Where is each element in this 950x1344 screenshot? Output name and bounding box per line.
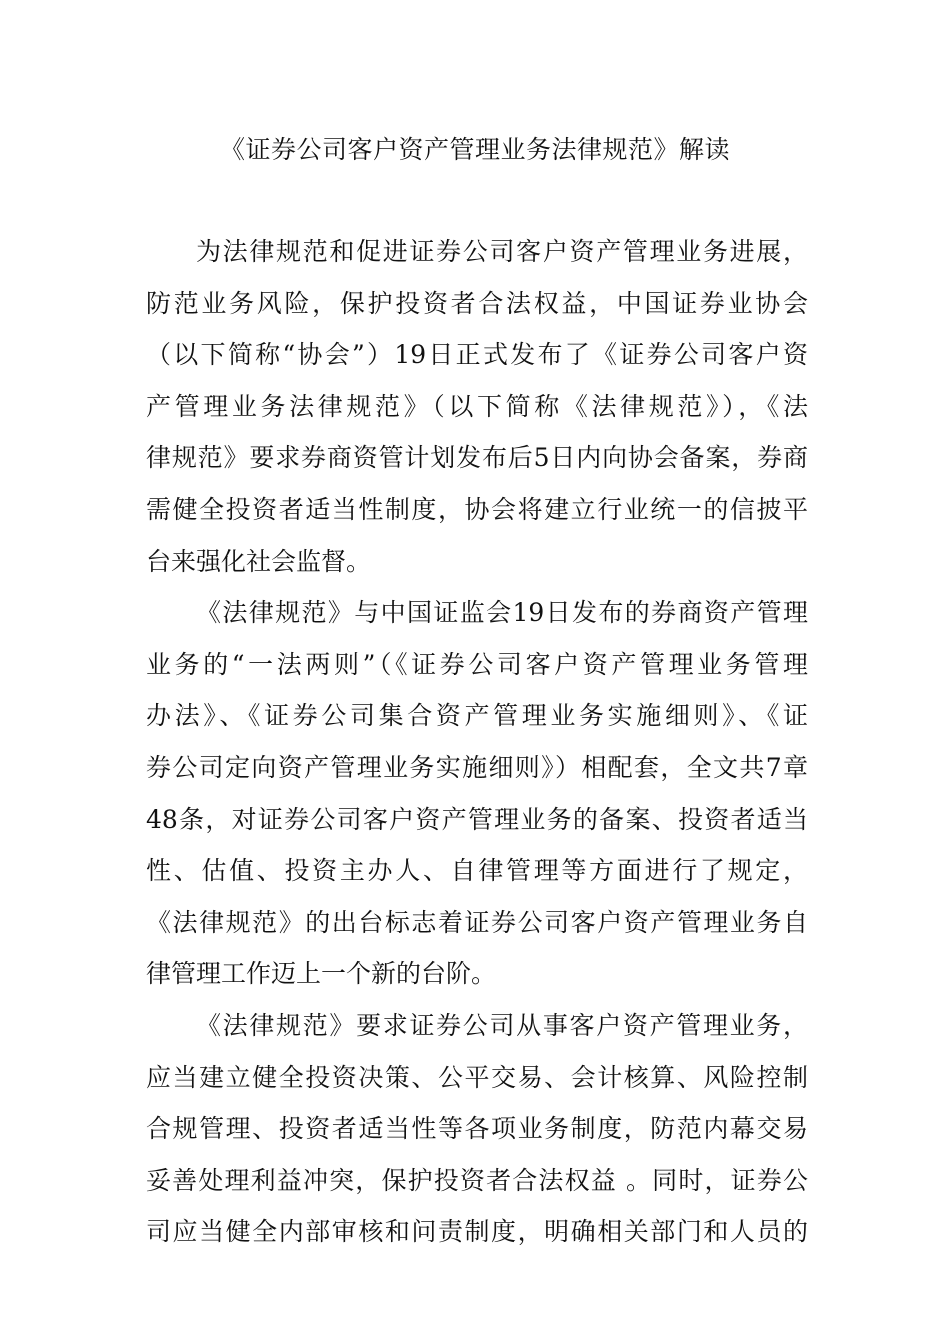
body-line: 业务的“一法两则”（《证券公司客户资产管理业务管理 [146, 649, 808, 679]
body-line: 应当建立健全投资决策、公平交易、会计核算、风险控制 [146, 1062, 808, 1092]
body-line: 台来强化社会监督。 [146, 546, 372, 576]
body-line: 产管理业务法律规范》（以下简称《法律规范》），《法 [146, 391, 808, 421]
body-line: 律规范》要求券商资管计划发布后5日内向协会备案，券商 [146, 443, 808, 473]
body-line: 性、估值、投资主办人、自律管理等方面进行了规定， [146, 856, 808, 886]
body-line: 《法律规范》的出台标志着证券公司客户资产管理业务自 [146, 907, 808, 937]
body-line: 为法律规范和促进证券公司客户资产管理业务进展， [196, 237, 808, 266]
body-line: 《法律规范》与中国证监会19日发布的券商资产管理 [196, 598, 808, 628]
body-line: 券公司定向资产管理业务实施细则》）相配套，全文共7章 [146, 752, 808, 782]
body-line: 妥善处理利益冲突，保护投资者合法权益 。同时，证券公 [146, 1165, 808, 1195]
body-line: 司应当健全内部审核和问责制度，明确相关部门和人员的 [146, 1217, 808, 1247]
body-line: 48条，对证券公司客户资产管理业务的备案、投资者适当 [146, 804, 808, 834]
document-title: 《证券公司客户资产管理业务法律规范》解读 [219, 135, 730, 164]
body-line: 合规管理、投资者适当性等各项业务制度，防范内幕交易 [146, 1114, 808, 1144]
body-line: 需健全投资者适当性制度，协会将建立行业统一的信披平 [146, 494, 808, 524]
body-line: 《法律规范》要求证券公司从事客户资产管理业务， [196, 1010, 808, 1040]
document-body [146, 226, 808, 1258]
body-line: 防范业务风险，保护投资者合法权益，中国证券业协会 [146, 288, 808, 318]
body-line: 律管理工作迈上一个新的台阶。 [146, 959, 497, 989]
body-line: 办法》、《证券公司集合资产管理业务实施细则》、《证 [146, 701, 808, 731]
body-line: （以下简称“协会”）19日正式发布了《证券公司客户资 [146, 340, 808, 370]
